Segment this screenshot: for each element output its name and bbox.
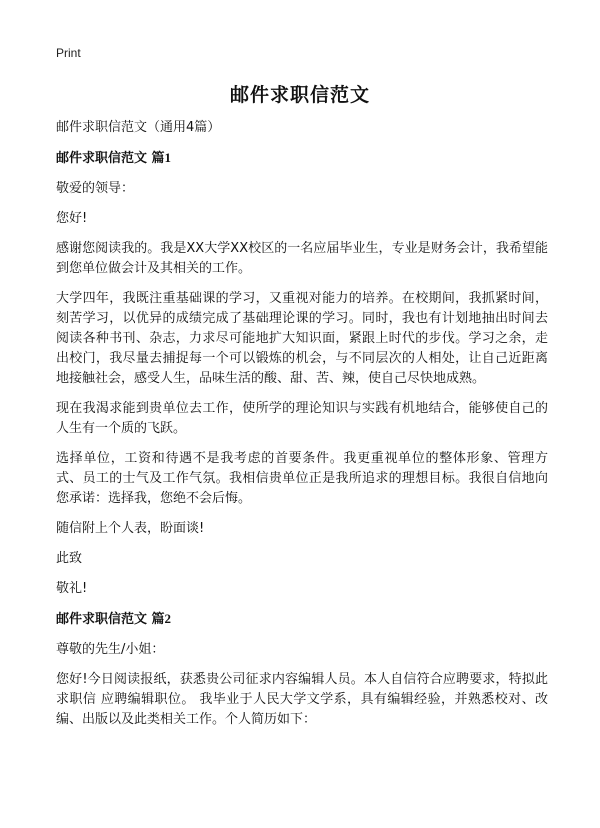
body-paragraph: 感谢您阅读我的。我是XX大学XX校区的一名应届毕业生，专业是财务会计，我希望能到您单位做会计及其相关的工作。: [56, 241, 548, 276]
section-heading-text: 邮件求职信范文 篇: [56, 151, 165, 166]
document-subtitle: 邮件求职信范文（通用4篇）: [56, 120, 221, 135]
section-heading-text: 邮件求职信范文 篇: [56, 612, 165, 627]
salutation: 敬爱的领导：: [56, 181, 135, 196]
body-paragraph: 选择单位，工资和待遇不是我考虑的首要条件。我更重视单位的整体形象、管理方式、员工的士气及工作气氛。我相信贵单位正是我所追求的理想目标。我很自信地向您承诺：选择我，您绝不会后悔。: [56, 451, 548, 506]
section-heading-1: [56, 148, 548, 169]
section-heading-number: 2: [164, 611, 172, 626]
closing-regards: 敬礼!: [56, 581, 88, 596]
closing-line: 此致: [56, 551, 83, 566]
body-paragraph: 大学四年，我既注重基础课的学习，又重视对能力的培养。在校期间，我抓紧时间，刻苦学习，以优异的成绩完成了基础理论课的学习。同时，我也有计划地抽出时间去阅读各种书刊、杂志，力求尽可能地扩大知识面，紧跟上时代的步伐。学习之余，走出校门，我尽量去捕捉每一个可以锻炼的机会，与不同层次的人相处，让自己近距离地接触社会，感受人生，品味生活的酸、甜、苦、辣，使自己尽快地成熟。: [56, 291, 548, 386]
greeting: 您好!: [56, 211, 88, 226]
print-label: Print: [56, 46, 81, 60]
section-heading-2: [56, 609, 548, 630]
salutation: 尊敬的先生/小姐：: [56, 642, 165, 657]
body-paragraph: 您好!今日阅读报纸，获悉贵公司征求内容编辑人员。本人自信符合应聘要求，特拟此 求职信 应聘编辑职位。 我毕业于人民大学文学系，具有编辑经验，并熟悉校对、改编、出版以及此类相关工作。个人简历如下：: [56, 672, 548, 727]
body-paragraph: 随信附上个人表，盼面谈!: [56, 521, 205, 536]
body-paragraph: 现在我渴求能到贵单位去工作，使所学的理论知识与实践有机地结合，能够使自己的人生有一个质的飞跃。: [56, 401, 548, 436]
section-heading-number: 1: [164, 150, 172, 165]
document-title: 邮件求职信范文: [229, 84, 370, 106]
document-body: [56, 118, 548, 740]
